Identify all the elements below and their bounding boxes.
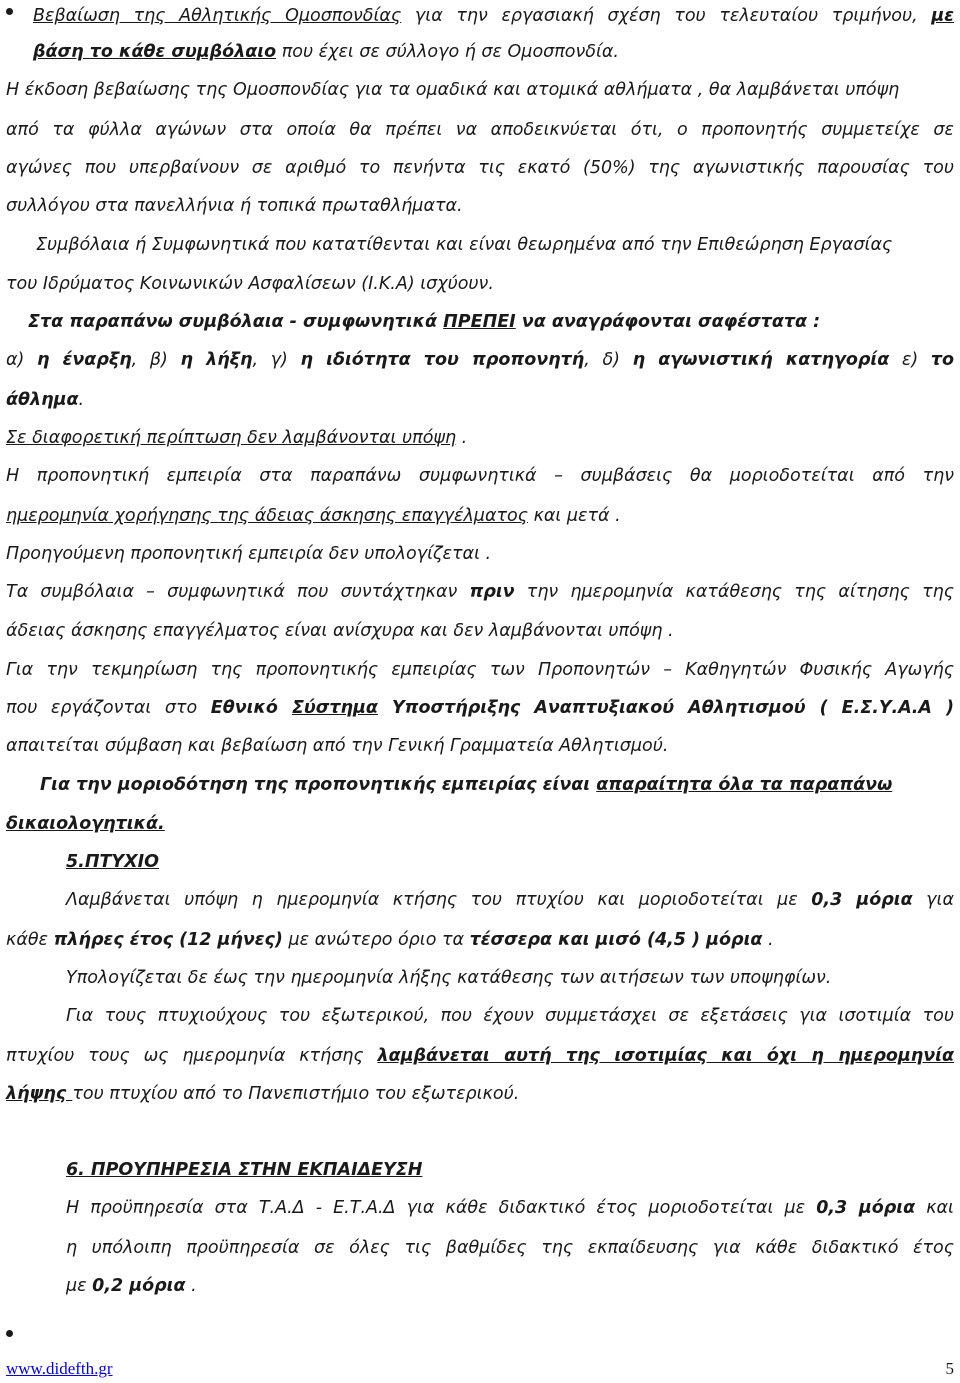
text-line [33,4,954,28]
text-span: πριν [469,582,515,602]
text-span: βάση το κάθε συμβόλαιο [33,42,277,62]
text-span: με [931,6,954,26]
text-span: ε) [889,350,931,370]
text-line [66,888,954,912]
text-span: . [456,428,468,448]
text-span: τέσσερα και μισό (4,5 ) μόρια [469,930,763,950]
text-line [6,696,954,720]
text-line [6,928,960,952]
text-span: Στα παραπάνω συμβόλαια - συμφωνητικά [28,312,444,332]
text-span: . [185,1276,197,1296]
bullet-icon [6,8,13,15]
text-span: ΠΡΕΠΕΙ [443,312,516,332]
text-span: Λαμβάνεται υπόψη η ημερομηνία κτήσης του πτυχίου και μοριοδοτείται με [66,890,812,910]
bullet-icon [6,1330,13,1337]
text-span: Σε διαφορετική περίπτωση δεν λαμβάνονται υπόψη [6,428,457,448]
text-line: του Ιδρύματος Κοινωνικών Ασφαλίσεων (Ι.Κ.Α) ισχύουν. [6,274,494,294]
text-span: η λήξη [180,350,253,370]
text-span: , β) [131,350,181,370]
text-span: του πτυχίου από το Πανεπιστήμιο του εξωτερικού. [72,1084,520,1104]
text-line: άδειας άσκησης επαγγέλματος είναι ανίσχυρα και δεν λαμβάνονται υπόψη . [6,621,674,641]
text-span: με [66,1276,93,1296]
text-span: και [915,1198,954,1218]
text-line: η υπόλοιπη προϋπηρεσία σε όλες τις βαθμίδες της εκπαίδευσης για κάθε διδακτικό έτος [66,1238,954,1258]
text-span: πλήρες έτος (12 μήνες) [53,930,283,950]
text-line [6,580,954,604]
text-line [6,388,960,412]
text-span: Σύστημα [291,698,378,718]
text-line [6,1082,960,1106]
text-span: που εργάζονται στο [6,698,211,718]
text-line [6,426,960,450]
text-span: Υποστήριξης Αναπτυξιακού Αθλητισμού ( Ε.Σ.Υ.Α.Α ) [377,698,954,718]
page-number: 5 [945,1359,954,1378]
text-span: α) [6,350,38,370]
text-span: και μετά . [528,506,621,526]
text-line: Για την τεκμηρίωση της προπονητικής εμπειρίας των Προπονητών – Καθηγητών Φυσικής Αγωγής [6,660,954,680]
text-span: Η προϋπηρεσία στα Τ.Α.Δ - Ε.Τ.Α.Δ για κάθε διδακτικό έτος μοριοδοτείται με [66,1198,817,1218]
text-line [6,504,960,528]
text-span: με ανώτερο όριο τα [282,930,470,950]
text-line: Για τους πτυχιούχους του εξωτερικού, που έχουν συμμετάσχει σε εξετάσεις για ισοτιμία του [66,1006,954,1026]
text-span: 0,3 μόρια [816,1198,916,1218]
text-line: Η προπονητική εμπειρία στα παραπάνω συμφωνητικά – συμβάσεις θα μοριοδοτείται από την [6,466,954,486]
text-span: , γ) [252,350,301,370]
text-line: από τα φύλλα αγώνων στα οποία θα πρέπει να αποδεικνύεται ότι, ο προπονητής συμμετείχε σε [6,120,954,140]
text-span: για [912,890,954,910]
text-span: Βεβαίωση της Αθλητικής Ομοσπονδίας [33,6,402,26]
text-span: 0,2 μόρια [92,1276,186,1296]
text-line: Η έκδοση βεβαίωσης της Ομοσπονδίας για τα ομαδικά και ατομικά αθλήματα , θα λαμβάνεται υπόψη [6,80,900,100]
text-line: δικαιολογητικά. [6,814,165,834]
text-span: πτυχίου τους ως ημερομηνία κτήσης [6,1046,378,1066]
text-span: για την εργασιακή σχέση του τελευταίου τριμήνου, [401,6,932,26]
text-span: . [78,390,85,410]
text-span: η έναρξη [37,350,132,370]
text-line [6,1044,954,1068]
text-line [33,40,960,64]
text-span: η αγωνιστική κατηγορία [632,350,890,370]
footer-website-link[interactable]: www.didefth.gr [6,1359,113,1378]
text-span: 0,3 μόρια [811,890,913,910]
text-span: λήψης [6,1084,73,1104]
text-line [66,1274,960,1298]
text-span: το [930,350,955,370]
text-line: αγώνες που υπερβαίνουν σε αριθμό το πενήντα τις εκατό (50%) της αγωνιστικής παρουσίας του [6,158,954,178]
text-line [40,773,960,797]
text-span: , δ) [584,350,633,370]
text-span: άθλημα [6,390,79,410]
text-span: Τα συμβόλαια – συμφωνητικά που συντάχτηκαν [6,582,470,602]
text-span: Για την μοριοδότηση της προπονητικής εμπειρίας είναι [40,775,597,795]
text-line [66,1196,954,1220]
text-span: να αναγράφονται σαφέστατα : [515,312,821,332]
text-line [28,310,960,334]
text-span: κάθε [6,930,54,950]
text-span: την ημερομηνία κατάθεσης της αίτησης της [514,582,954,602]
section-heading: 6. ΠΡΟΥΠΗΡΕΣΙΑ ΣΤΗΝ ΕΚΠΑΙΔΕΥΣΗ [66,1160,423,1180]
text-span: λαμβάνεται αυτή της ισοτιμίας και όχι η ημερομηνία [377,1046,954,1066]
text-span: απαραίτητα όλα τα παραπάνω [596,775,893,795]
text-line [6,348,954,372]
text-line: συλλόγου στα πανελλήνια ή τοπικά πρωταθλήματα. [6,196,463,216]
text-span: ημερομηνία χορήγησης της άδειας άσκησης επαγγέλματος [6,506,528,526]
text-span: . [762,930,774,950]
text-span: η ιδιότητα του προπονητή [300,350,585,370]
text-line: Συμβόλαια ή Συμφωνητικά που κατατίθενται και είναι θεωρημένα από την Επιθεώρηση Εργασίας [36,235,893,255]
text-line: Προηγούμενη προπονητική εμπειρία δεν υπολογίζεται . [6,544,492,564]
text-line: απαιτείται σύμβαση και βεβαίωση από την Γενική Γραμματεία Αθλητισμού. [6,736,669,756]
section-heading: 5.ΠΤΥΧΙΟ [66,852,159,872]
text-line: Υπολογίζεται δε έως την ημερομηνία λήξης κατάθεσης των αιτήσεων των υποψηφίων. [66,968,832,988]
text-span: Εθνικό [210,698,292,718]
text-span: που έχει σε σύλλογο ή σε Ομοσπονδία. [276,42,619,62]
